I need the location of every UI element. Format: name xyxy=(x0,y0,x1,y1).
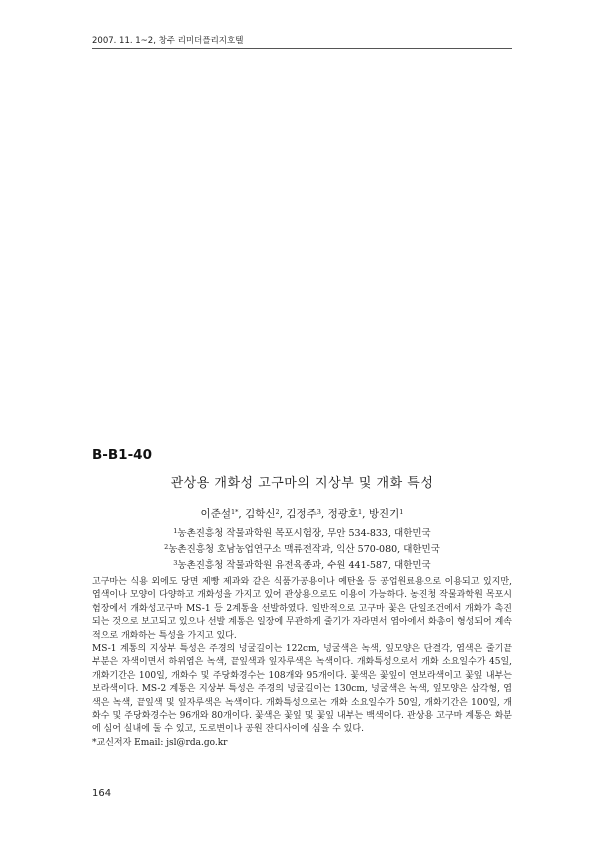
author-name: 김학신 xyxy=(245,508,276,520)
author-name: 방진기 xyxy=(368,508,400,520)
affiliation xyxy=(92,557,512,571)
affil-text: 농촌진흥청 작물과학원 목포시험장, 무안 534-833, 대한민국 xyxy=(177,528,431,539)
corresponding-author-note: *교신저자 Email: jsl@rda.go.kr xyxy=(92,737,228,748)
affil-mark: 3 xyxy=(173,559,178,567)
author-affil-mark: 1* xyxy=(230,508,239,516)
abstract-body xyxy=(92,576,512,750)
abstract-paragraph: 고구마는 식용 외에도 당면 제빵 제과와 같은 식품가공용이나 예탄올 등 공업원료용으로 이용되고 있지만, 엽색이나 모양이 다양하고 개화성을 가지고 있어 관상용으로도 이용이 가능하다. 농진청 작물과학원 목포시험장에서 개화성고구마 MS-1 등 2계통을 선발하였다. 일반적으로 고구마 꽃은 단일조건에서 개화가 촉진되는 것으로 보고되고 있으나 선발 계통은 일장에 무관하게 줄기가 자라면서 엽아에서 화총이 형성되어 계속적으로 개화하는 특성을 가지고 있다. xyxy=(92,577,512,641)
author-list: 이준설$^{1*}$, 김학신$^2$, 김정주$^3$, 정광호$^1$, 방진기$^1$ xyxy=(200,508,404,520)
author-name: 김정주 xyxy=(286,508,317,520)
header-divider xyxy=(92,48,512,49)
affil-text: 농촌진흥청 작물과학원 유전육종과, 수원 441-587, 대한민국 xyxy=(177,560,431,571)
author-name: 정광호 xyxy=(327,508,359,520)
affil-text: 농촌진흥청 호남농업연구소 맥류전작과, 익산 570-080, 대한민국 xyxy=(168,544,440,555)
paper-title: 관상용 개화성 고구마의 지상부 및 개화 특성 xyxy=(170,476,434,491)
page-number: 164 xyxy=(92,788,112,799)
affil-mark: 2 xyxy=(164,543,169,551)
author-affil-mark: 1 xyxy=(399,508,404,516)
author-name: 이준설 xyxy=(200,508,231,520)
author-affil-mark: 3 xyxy=(316,508,321,516)
affil-mark: 1 xyxy=(173,527,178,535)
abstract-paragraph: MS-1 계통의 지상부 특성은 주경의 넝굴길이는 122cm, 넝굴색은 녹색, 잎모양은 단결각, 엽색은 줄기끝 부분은 자색이면서 하위엽은 녹색, 끝잎색과 잎자루색은 녹색이다. 개화특성으로서 개화 소요일수가 45일, 개화기간은 100일, 개화수 및 주당화경수는 108개와 95개이다. 꽃색은 꽃잎이 연보라색이고 꽃잎 내부는 보라색이다. MS-2 계통은 지상부 특성은 주경의 넝굴길이는 130cm, 넝굴색은 녹색, 잎모양은 삼각형, 엽색은 녹색, 끝잎색 및 잎자루색은 녹색이다. 개화특성으로는 개화 소요일수가 50일, 개화기간은 100일, 개화수 및 주당화경수는 96개와 80개이다. 꽃색은 꽃잎 및 꽃잎 내부는 백색이다. 관상용 고구마 계통은 화분에 심어 실내에 둘 수 있고, 도로변이나 공원 잔디사이에 심을 수 있다. xyxy=(92,644,512,735)
author-affil-mark: 1 xyxy=(358,508,363,516)
affiliation xyxy=(92,525,512,539)
author-affil-mark: 2 xyxy=(275,508,280,516)
proceedings-header: 2007. 11. 1~2, 창주 리미더플리지호텔 xyxy=(92,36,244,46)
affiliation xyxy=(92,541,512,555)
abstract-code: B-B1-40 xyxy=(92,447,152,463)
